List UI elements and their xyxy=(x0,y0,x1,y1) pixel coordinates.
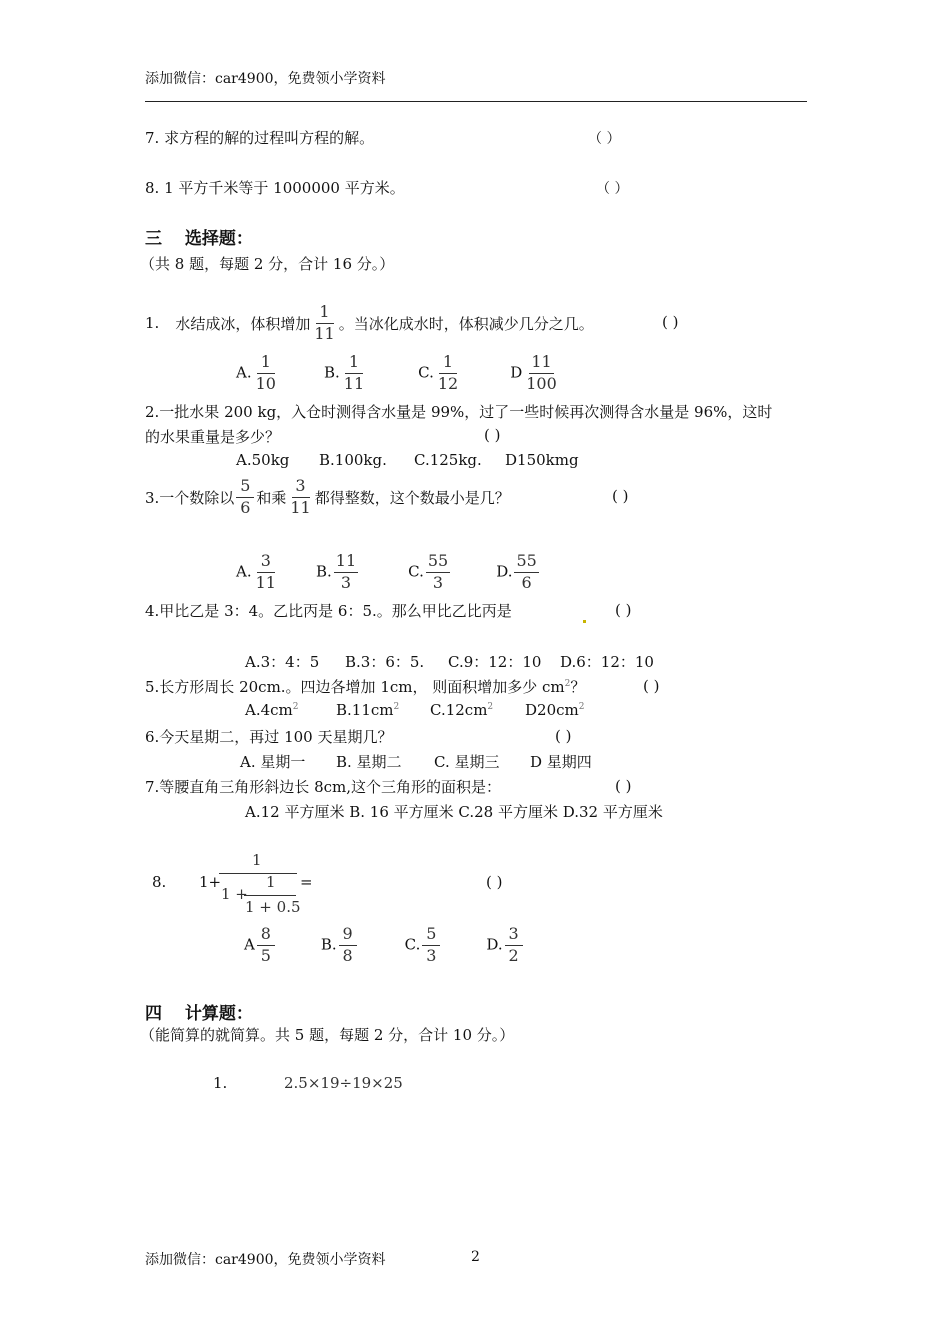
question-1-paren: ( ) xyxy=(662,313,679,331)
section-4-title: 四 计算题： xyxy=(145,1004,253,1024)
question-3-paren: ( ) xyxy=(612,487,629,505)
q5-option-d[interactable]: $D20cm^2$ xyxy=(525,701,585,719)
q3-option-d[interactable]: D. $\frac{55}{6}$ xyxy=(496,551,537,592)
q2-option-c[interactable]: C.125kg. xyxy=(414,451,482,469)
question-3 xyxy=(145,476,510,519)
question-1-number: 1. xyxy=(145,314,160,333)
question-8-options xyxy=(244,924,525,967)
q3-option-c[interactable]: C. $\frac{55}{3}$ xyxy=(408,551,449,592)
question-3-text-c: 都得整数，这个数最小是几？ xyxy=(314,488,510,507)
question-2-line-2: 的水果重量是多少？ xyxy=(145,428,281,446)
question-2-line-1: 2.一批水果 200 kg，入仓时测得含水量是 99%，过了一些时候再次测得含水量是 96%，这时 xyxy=(145,403,773,421)
q2-option-b[interactable]: B.100kg. xyxy=(319,451,387,469)
question-1-options xyxy=(236,352,561,395)
page-header: 添加微信：car4900，免费领小学资料 xyxy=(145,71,386,87)
question-8-paren: ( ) xyxy=(486,873,503,891)
judge-item-8: 8. 1 平方千米等于 1000000 平方米。 xyxy=(145,179,405,197)
q1-option-c[interactable]: C. $\frac{1}{12}$ xyxy=(418,352,459,393)
question-6: 6.今天星期二，再过 100 天星期几？ xyxy=(145,728,393,746)
calc-1-expression: 2.5×19÷19×25 xyxy=(284,1074,403,1092)
question-8-number: 8. xyxy=(152,873,167,891)
section-3-note: （共 8 题，每题 2 分，合计 16 分。） xyxy=(140,255,395,273)
question-8-mid-bar xyxy=(244,895,296,896)
question-8-inner: 1 + 0.5 xyxy=(245,898,301,916)
q2-option-d[interactable]: D150kmg xyxy=(505,451,579,469)
question-4-paren: ( ) xyxy=(615,601,632,619)
highlight-mark xyxy=(580,611,589,630)
question-1-text-b: 。当冰化成水时，体积减少几分之几。 xyxy=(338,314,594,333)
q5-option-a[interactable]: $A.4cm^2$ xyxy=(245,701,299,719)
header-rule xyxy=(145,101,807,102)
q2-option-a[interactable]: A.50kg xyxy=(236,451,290,469)
question-3-options xyxy=(236,551,541,594)
question-8-mid-lead: 1 + xyxy=(221,885,248,903)
section-4-note: （能简算的就简算。共 5 题，每题 2 分，合计 10 分。） xyxy=(140,1026,515,1044)
question-7-paren: ( ) xyxy=(615,777,632,795)
q5-option-b[interactable]: $B.11cm^2$ xyxy=(336,701,400,719)
question-8-lead: 1+ xyxy=(199,873,222,891)
q8-option-c[interactable]: C. $\frac{5}{3}$ xyxy=(405,924,443,967)
judge-item-7-paren: （ ） xyxy=(588,131,621,147)
q4-option-c[interactable]: C.9：12：10 xyxy=(448,653,542,671)
page-number: 2 xyxy=(471,1249,480,1265)
q1-option-d[interactable]: D $\frac{11}{100}$ xyxy=(510,352,557,393)
q3-option-b[interactable]: B. $\frac{11}{3}$ xyxy=(315,551,357,592)
q4-option-b[interactable]: B.3：6：5. xyxy=(345,653,425,671)
q1-option-a[interactable]: A. $\frac{1}{10}$ xyxy=(236,352,276,393)
q8-option-b[interactable]: B. $\frac{9}{8}$ xyxy=(321,924,359,967)
question-1 xyxy=(145,302,594,345)
question-6-paren: ( ) xyxy=(555,727,572,745)
question-1-text-a: 水结成冰，体积增加 xyxy=(175,314,311,333)
question-1-fraction: $\frac{1}{11}$ xyxy=(314,302,335,343)
q4-option-d[interactable]: D.6：12：10 xyxy=(560,653,654,671)
question-5-paren: ( ) xyxy=(643,677,660,695)
q3-option-a[interactable]: A. $\frac{3}{11}$ xyxy=(236,551,276,592)
section-3-title: 三 选择题： xyxy=(145,229,253,249)
q6-option-b[interactable]: B. 星期二 xyxy=(336,753,402,771)
q6-option-a[interactable]: A. 星期一 xyxy=(240,753,306,771)
judge-item-8-paren: （ ） xyxy=(596,181,629,197)
question-7: 7.等腰直角三角形斜边长 8cm,这个三角形的面积是： xyxy=(145,778,502,796)
page-footer: 添加微信：car4900，免费领小学资料 xyxy=(145,1252,386,1268)
q8-option-a[interactable]: A $\frac{8}{5}$ xyxy=(244,924,277,967)
question-5: 5.长方形周长 20cm.。四边各增加 1cm， 则面积增加多少 $cm^2$？ xyxy=(145,678,586,696)
q8-option-d[interactable]: D. $\frac{3}{2}$ xyxy=(486,924,524,967)
q1-option-b[interactable]: B. $\frac{1}{11}$ xyxy=(323,352,365,393)
question-8-main-bar xyxy=(219,873,297,874)
question-2-paren: ( ) xyxy=(484,426,501,444)
question-3-text-a: 3.一个数除以 xyxy=(145,488,235,507)
q4-option-a[interactable]: A.3：4：5 xyxy=(245,653,320,671)
q6-option-c[interactable]: C. 星期三 xyxy=(434,753,500,771)
q5-option-c[interactable]: $C.12cm^2$ xyxy=(430,701,494,719)
question-3-fraction-2: $\frac{3}{11}$ xyxy=(290,476,311,517)
q6-option-d[interactable]: D 星期四 xyxy=(530,753,592,771)
judge-item-7: 7. 求方程的解的过程叫方程的解。 xyxy=(145,129,375,147)
question-3-text-b: 和乘 xyxy=(256,488,287,507)
calc-1-number: 1. xyxy=(213,1074,228,1092)
question-3-fraction-1: $\frac{5}{6}$ xyxy=(236,476,254,519)
question-4: 4.甲比乙是 3：4。乙比丙是 6：5.。那么甲比乙比丙是 xyxy=(145,602,512,620)
question-8-equals: = xyxy=(300,873,313,891)
question-7-options[interactable]: A.12 平方厘米 B. 16 平方厘米 C.28 平方厘米 D.32 平方厘米 xyxy=(245,803,663,821)
question-8-top-numerator: 1 xyxy=(252,851,262,869)
question-8-mid-numerator: 1 xyxy=(266,873,276,891)
